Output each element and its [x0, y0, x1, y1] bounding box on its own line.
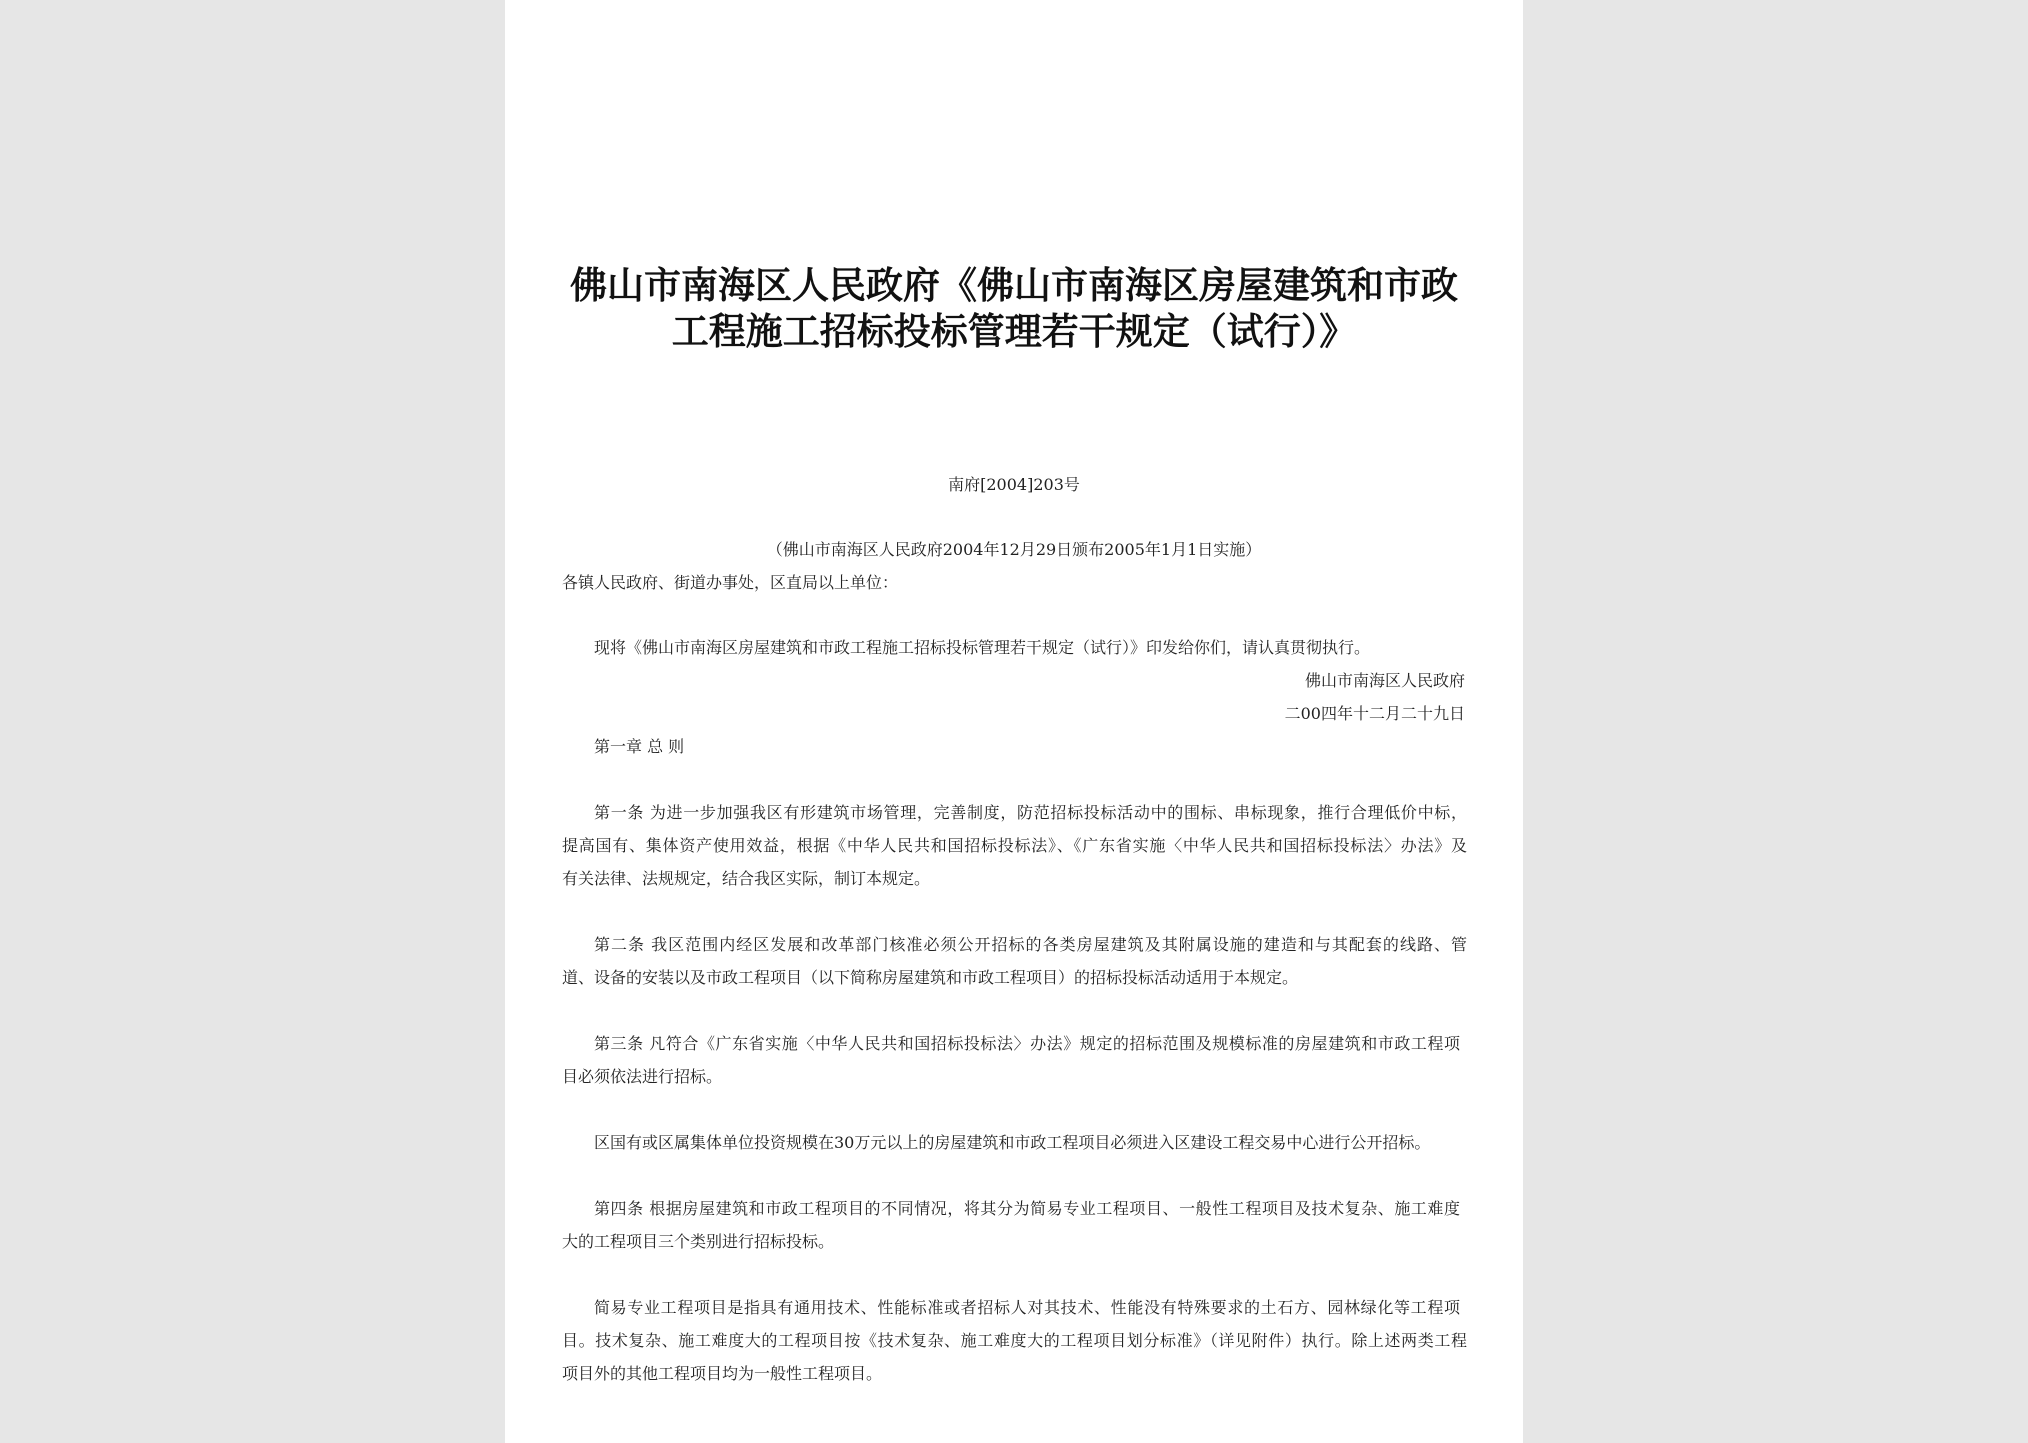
document-number: 南府[2004]203号 [948, 475, 1080, 494]
signature-org: 佛山市南海区人民政府 [1304, 671, 1465, 690]
article-2-line-1: 第二条 我区范围内经区发展和改革部门核准必须公开招标的各类房屋建筑及其附属设施的建造和与其配套的线路、管 [594, 935, 1467, 954]
article-4-paragraph-2-line-2: 目。技术复杂、施工难度大的工程项目按《技术复杂、施工难度大的工程项目划分标准》（详见附件）执行。除上述两类工程 [562, 1331, 1467, 1350]
article-4-line-2: 大的工程项目三个类别进行招标投标。 [562, 1232, 835, 1251]
article-3-paragraph-2: 区国有或区属集体单位投资规模在30万元以上的房屋建筑和市政工程项目必须进入区建设工程交易中心进行公开招标。 [594, 1133, 1431, 1152]
chapter-heading: 第一章 总 则 [594, 737, 685, 756]
article-1-line-2: 提高国有、集体资产使用效益，根据《中华人民共和国招标投标法》、《广东省实施〈中华人民共和国招标投标法〉办法》及 [562, 836, 1467, 855]
article-4-paragraph-2-line-3: 项目外的其他工程项目均为一般性工程项目。 [562, 1364, 883, 1383]
signature-date: 二00四年十二月二十九日 [1284, 704, 1465, 723]
article-4-line-1: 第四条 根据房屋建筑和市政工程项目的不同情况，将其分为简易专业工程项目、一般性工程项目及技术复杂、施工难度 [594, 1199, 1460, 1218]
document-title-line-2: 工程施工招标投标管理若干规定（试行）》 [671, 310, 1357, 353]
article-3-line-1: 第三条 凡符合《广东省实施〈中华人民共和国招标投标法〉办法》规定的招标范围及规模标准的房屋建筑和市政工程项 [594, 1034, 1460, 1053]
article-2-line-2: 道、设备的安装以及市政工程项目（以下简称房屋建筑和市政工程项目）的招标投标活动适用于本规定。 [562, 968, 1299, 987]
intro-paragraph: 现将《佛山市南海区房屋建筑和市政工程施工招标投标管理若干规定（试行）》印发给你们，请认真贯彻执行。 [594, 638, 1371, 657]
document-title-line-1: 佛山市南海区人民政府《佛山市南海区房屋建筑和市政 [570, 264, 1458, 307]
article-3-line-2: 目必须依法进行招标。 [562, 1067, 723, 1086]
document-page [505, 0, 1523, 1443]
article-1-line-3: 有关法律、法规规定，结合我区实际，制订本规定。 [562, 869, 931, 888]
issue-note: （佛山市南海区人民政府2004年12月29日颁布2005年1月1日实施） [766, 540, 1262, 559]
article-4-paragraph-2-line-1: 简易专业工程项目是指具有通用技术、性能标准或者招标人对其技术、性能没有特殊要求的土石方、园林绿化等工程项 [594, 1298, 1460, 1317]
article-1-line-1: 第一条 为进一步加强我区有形建筑市场管理，完善制度，防范招标投标活动中的围标、串标现象，推行合理低价中标， [594, 803, 1467, 822]
addressee: 各镇人民政府、街道办事处，区直局以上单位： [562, 573, 899, 592]
